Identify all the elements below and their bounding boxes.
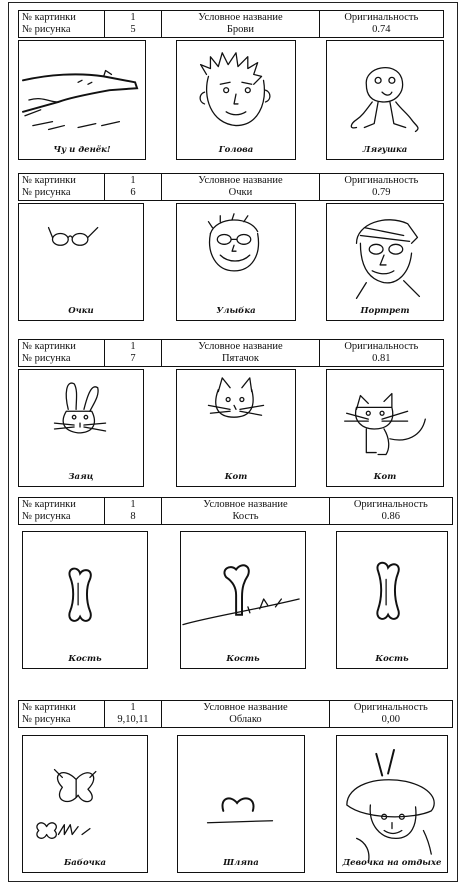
block-header [18,497,453,525]
panel-caption: Улыбка [216,306,256,316]
picture-no-value: 1 [130,499,136,510]
name-label: Условное название [198,175,283,186]
block-header [18,339,444,367]
picture-no-label: № картинки [22,499,76,510]
panel-caption: Лягушка [362,145,408,155]
name-value: Брови [226,24,255,35]
originality-label: Оригинальность [353,499,428,510]
picture-no-label: № картинки [22,341,76,352]
picture-no-label: № картинки [22,702,76,713]
drawing-panel [18,203,144,321]
drawing-panel [180,531,306,669]
name-value: Пятачок [221,353,259,364]
drawing-no-value: 5 [130,24,136,35]
block-header [18,10,444,38]
panel-caption: Заяц [68,472,94,482]
panel-caption: Очки [68,306,94,316]
name-label: Условное название [203,702,288,713]
originality-label: Оригинальность [344,341,419,352]
drawing-panel [176,369,296,487]
originality-label: Оригинальность [353,702,428,713]
drawing-panel [336,531,448,669]
panel-caption: Голова [218,145,254,155]
crocodile-drawing-icon [19,41,145,159]
butterfly-drawing-icon [23,736,147,872]
drawing-no-label: № рисунка [22,24,71,35]
picture-no-value: 1 [130,702,136,713]
drawing-panel [176,40,296,160]
glasses-drawing-icon [19,204,143,320]
originality-label: Оригинальность [344,12,419,23]
drawing-panel [177,735,305,873]
originality-value: 0.81 [372,353,391,364]
picture-no-label: № картинки [22,12,76,23]
panel-caption: Бабочка [64,858,106,868]
originality-value: 0,00 [381,714,400,725]
bone-drawing-icon [23,532,147,668]
originality-value: 0.79 [372,187,391,198]
drawing-no-value: 8 [130,511,136,522]
drawing-panel [22,735,148,873]
portrait-drawing-icon [327,204,443,320]
drawing-no-label: № рисунка [22,511,71,522]
head-drawing-icon [177,41,295,159]
name-value: Кость [232,511,259,522]
drawing-panel [176,203,296,321]
picture-no-value: 1 [130,341,136,352]
picture-no-label: № картинки [22,175,76,186]
panel-caption: Девочка на отдыхе [342,858,442,868]
name-value: Облако [229,714,262,725]
name-label: Условное название [203,499,288,510]
girl-resting-drawing-icon [337,736,447,872]
name-value: Очки [228,187,253,198]
originality-value: 0.74 [372,24,391,35]
name-label: Условное название [198,341,283,352]
name-label: Условное название [198,12,283,23]
originality-label: Оригинальность [344,175,419,186]
originality-value: 0.86 [381,511,400,522]
panel-caption: Кость [68,654,102,664]
panel-caption: Кот [373,472,397,482]
panel-caption: Шляпа [223,858,259,868]
panel-caption: Кость [375,654,409,664]
drawing-panel [326,203,444,321]
bone-in-ground-drawing-icon [181,532,305,668]
drawing-panel [18,369,144,487]
drawing-no-label: № рисунка [22,353,71,364]
bone-drawing-icon [337,532,447,668]
hare-drawing-icon [19,370,143,486]
block-header [18,173,444,201]
drawing-panel [22,531,148,669]
picture-no-value: 1 [130,12,136,23]
hat-drawing-icon [178,736,304,872]
drawing-panel [18,40,146,160]
smile-drawing-icon [177,204,295,320]
drawing-panel [336,735,448,873]
drawing-no-label: № рисунка [22,187,71,198]
cat-face-drawing-icon [177,370,295,486]
panel-caption: Кость [226,654,260,664]
panel-caption: Чу и денёк! [53,145,111,155]
drawing-panel [326,40,444,160]
picture-no-value: 1 [130,175,136,186]
panel-caption: Кот [224,472,248,482]
cat-drawing-icon [327,370,443,486]
drawing-no-label: № рисунка [22,714,71,725]
frog-drawing-icon [327,41,443,159]
drawing-no-value: 7 [130,353,136,364]
drawing-panel [326,369,444,487]
drawing-no-value: 6 [130,187,136,198]
block-header [18,700,453,728]
drawing-no-value: 9,10,11 [117,714,149,725]
panel-caption: Портрет [360,306,410,316]
